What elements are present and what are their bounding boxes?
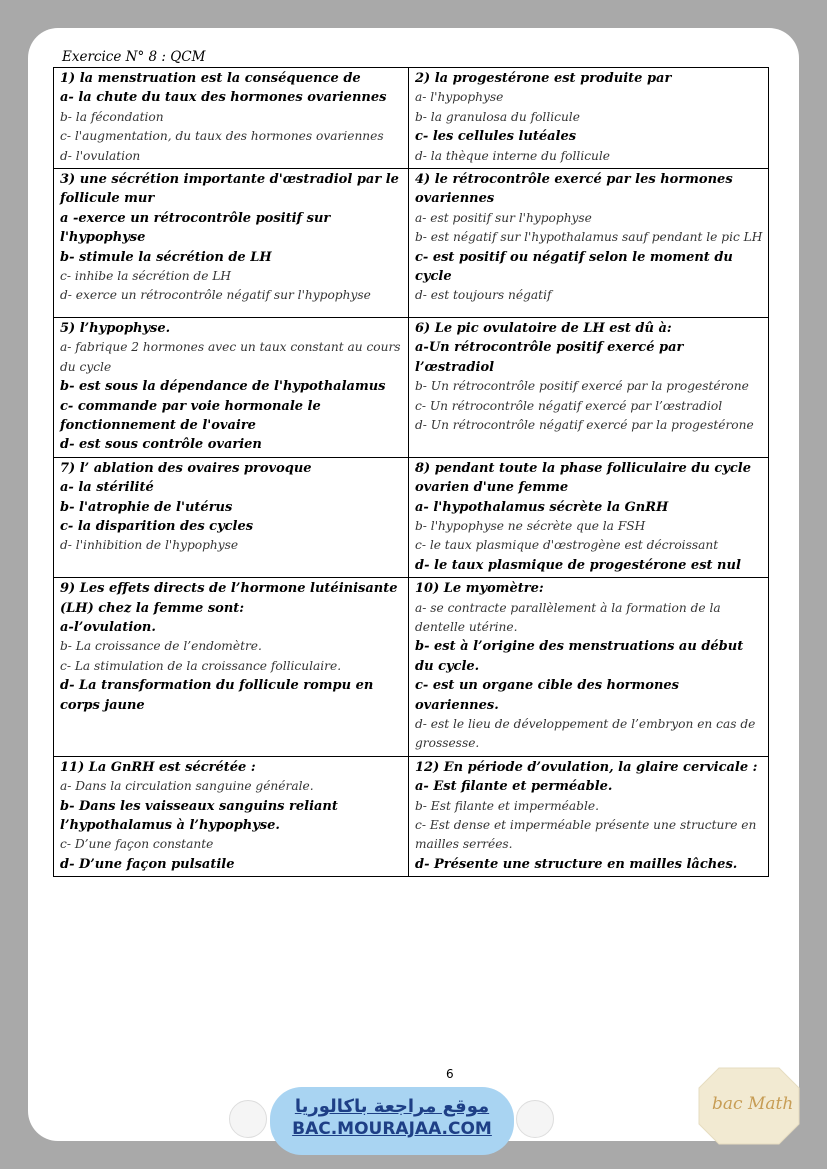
answer-option: d- la thèque interne du follicule — [415, 148, 610, 163]
answer-option: c- La stimulation de la croissance folliculaire. — [60, 658, 342, 673]
answer-option: d- Présente une structure en mailles lâches. — [415, 856, 738, 872]
answer-option: d- La transformation du follicule rompu en corps jaune — [60, 678, 374, 713]
answer-option: a- la chute du taux des hormones ovariennes — [60, 90, 387, 106]
site-banner[interactable] — [270, 1087, 514, 1155]
question-cell — [409, 756, 769, 876]
answer-option: b- est sous la dépendance de l'hypothalamus — [60, 379, 386, 395]
question-text: 7) l’ ablation des ovaires provoque — [60, 460, 312, 476]
answer-option: c- l'augmentation, du taux des hormones ovariennes — [60, 129, 384, 144]
question-row — [54, 169, 769, 318]
answer-option: c- le taux plasmique d'œstrogène est décroissant — [415, 538, 719, 553]
answer-option: c- est un organe cible des hormones ovariennes. — [415, 678, 679, 713]
answer-option: d- le taux plasmique de progestérone est nul — [415, 557, 741, 573]
question-cell — [54, 68, 409, 169]
answer-option: a-l’ovulation. — [60, 619, 156, 635]
answer-option: c- Un rétrocontrôle négatif exercé par l’œstradiol — [415, 398, 723, 413]
question-cell — [409, 68, 769, 169]
answer-option: d- l'ovulation — [60, 148, 141, 163]
answer-option: b- l'atrophie de l'utérus — [60, 499, 233, 515]
answer-option: a- Dans la circulation sanguine générale. — [60, 779, 314, 794]
answer-option: a- Est filante et perméable. — [415, 779, 613, 795]
answer-option: b- La croissance de l’endomètre. — [60, 639, 262, 654]
answer-option: c- est positif ou négatif selon le moment du cycle — [415, 249, 733, 285]
answer-option: c- les cellules lutéales — [415, 129, 577, 145]
logo-right-icon — [516, 1100, 554, 1138]
question-cell — [409, 169, 769, 318]
question-text: 1) la menstruation est la conséquence de — [60, 71, 361, 86]
answer-option: d- est sous contrôle ovarien — [60, 437, 262, 453]
badge-text: bac Math — [712, 1094, 794, 1114]
question-text: 12) En période d’ovulation, la glaire cervicale : — [415, 759, 758, 775]
answer-option: a-Un rétrocontrôle positif exercé par l’œstradiol — [415, 340, 684, 375]
answer-option: b- Dans les vaisseaux sanguins reliant l’hypothalamus à l’hypophyse. — [60, 798, 338, 834]
banner-arabic-text[interactable]: موقع مراجعة باكالوريا — [294, 1096, 490, 1117]
page-number: 6 — [446, 1067, 454, 1081]
question-cell — [409, 457, 769, 577]
answer-option: d- exerce un rétrocontrôle négatif sur l'hypophyse — [60, 288, 371, 303]
question-text: 8) pendant toute la phase folliculaire du cycle ovarien d'une femme — [415, 460, 751, 496]
question-text: 2) la progestérone est produite par — [415, 71, 672, 86]
answer-option: c- D’une façon constante — [60, 837, 214, 852]
answer-option: a- est positif sur l'hypophyse — [415, 210, 592, 225]
answer-option: a- l'hypophyse — [415, 90, 504, 105]
qcm-table — [53, 67, 769, 877]
answer-option: a- se contracte parallèlement à la formation de la dentelle utérine. — [415, 600, 721, 634]
question-text: 6) Le pic ovulatoire de LH est dû à: — [415, 320, 672, 336]
question-text: 10) Le myomètre: — [415, 581, 544, 597]
question-row — [54, 578, 769, 757]
question-cell — [54, 756, 409, 876]
answer-option: b- est à l’origine des menstruations au début du cycle. — [415, 639, 744, 674]
answer-option: b- est négatif sur l'hypothalamus sauf pendant le pic LH — [415, 230, 763, 245]
question-row — [54, 756, 769, 876]
question-cell — [54, 169, 409, 318]
answer-option: d- Un rétrocontrôle négatif exercé par la progestérone — [415, 417, 754, 432]
question-row — [54, 457, 769, 577]
answer-option: d- D’une façon pulsatile — [60, 856, 235, 872]
answer-option: b- l'hypophyse ne sécrète que la FSH — [415, 518, 646, 533]
answer-option: b- la fécondation — [60, 109, 164, 124]
logo-left-icon — [229, 1100, 267, 1138]
question-cell — [409, 317, 769, 457]
answer-option: d- l'inhibition de l'hypophyse — [60, 538, 239, 553]
answer-option: a- fabrique 2 hormones avec un taux constant au cours du cycle — [60, 340, 401, 374]
answer-option: b- stimule la sécrétion de LH — [60, 249, 272, 265]
exercise-title: Exercice N° 8 : QCM — [62, 49, 206, 65]
question-row — [54, 68, 769, 169]
answer-option: a- l'hypothalamus sécrète la GnRH — [415, 499, 669, 515]
answer-option: b- Est filante et imperméable. — [415, 798, 599, 813]
answer-option: a- la stérilité — [60, 480, 154, 496]
answer-option: c- commande par voie hormonale le fonctionnement de l'ovaire — [60, 398, 321, 433]
question-text: 11) La GnRH est sécrétée : — [60, 759, 256, 775]
answer-option: a -exerce un rétrocontrôle positif sur l'hypophyse — [60, 210, 331, 246]
question-cell — [54, 578, 409, 757]
question-cell — [54, 317, 409, 457]
question-cell — [409, 578, 769, 757]
answer-option: b- Un rétrocontrôle positif exercé par la progestérone — [415, 379, 749, 394]
answer-option: d- est le lieu de développement de l’embryon en cas de grossesse. — [415, 717, 756, 751]
banner-site-link[interactable]: BAC.MOURAJAA.COM — [292, 1119, 492, 1139]
answer-option: c- inhibe la sécrétion de LH — [60, 269, 232, 284]
answer-option: b- la granulosa du follicule — [415, 109, 580, 124]
question-text: 9) Les effets directs de l’hormone lutéinisante (LH) chez la femme sont: — [60, 581, 398, 616]
question-text: 4) le rétrocontrôle exercé par les hormones ovariennes — [415, 172, 733, 207]
question-text: 3) une sécrétion importante d'œstradiol par le follicule mur — [60, 172, 399, 207]
question-row — [54, 317, 769, 457]
answer-option: d- est toujours négatif — [415, 288, 552, 303]
question-cell — [54, 457, 409, 577]
answer-option: c- Est dense et imperméable présente une structure en mailles serrées. — [415, 818, 757, 852]
question-text: 5) l’hypophyse. — [60, 320, 171, 336]
answer-option: c- la disparition des cycles — [60, 518, 254, 534]
